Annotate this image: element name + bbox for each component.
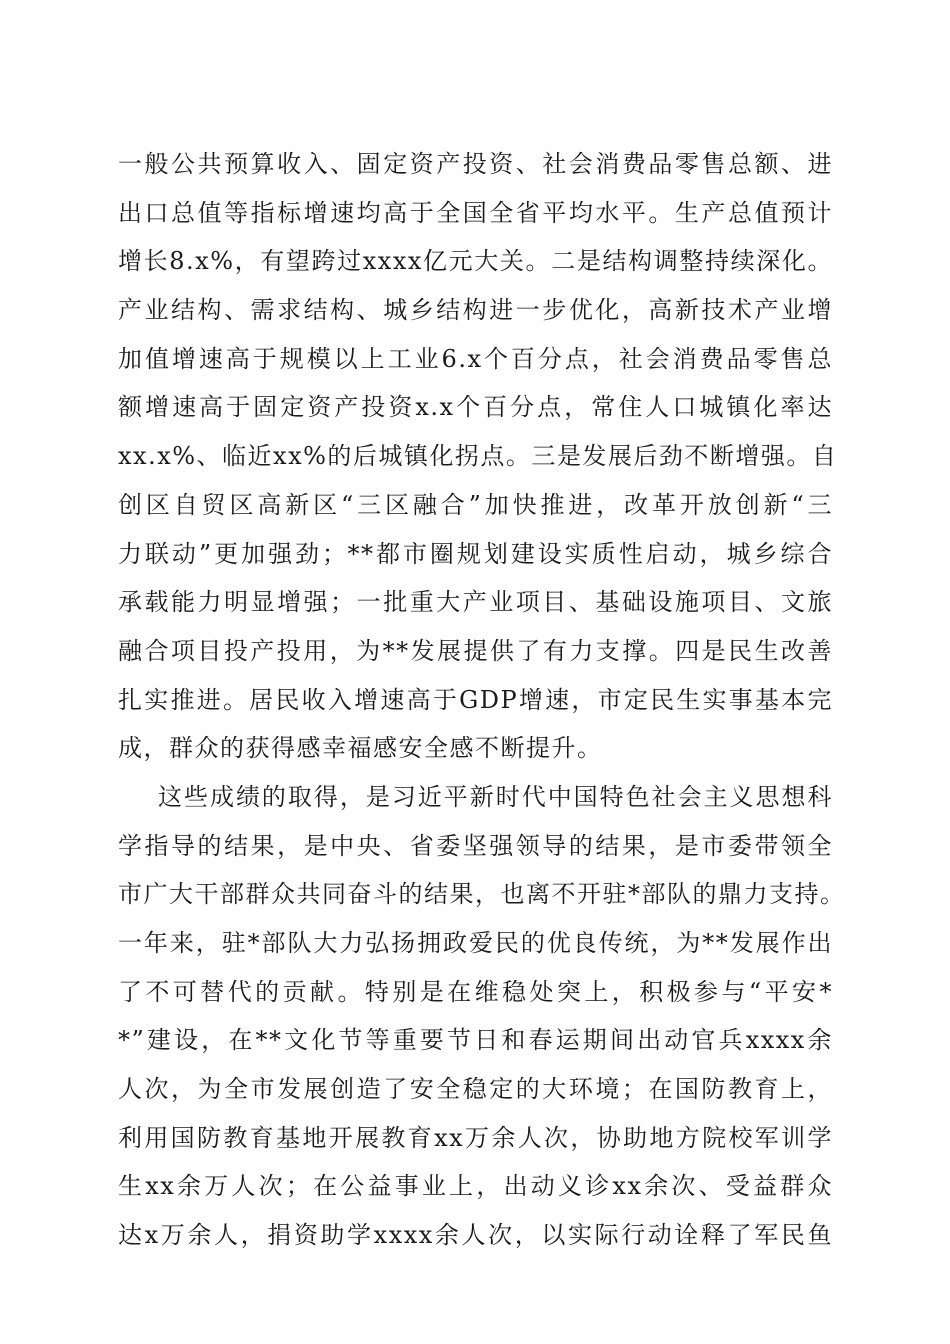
text-line: 利用国防教育基地开展教育xx万余人次，协助地方院校军训学 xyxy=(118,1123,833,1152)
text-line: xx.x%、临近xx%的后城镇化拐点。三是发展后劲不断增强。自 xyxy=(118,442,838,471)
document-body xyxy=(118,140,846,1260)
text-line: 成，群众的获得感幸福感安全感不断提升。 xyxy=(118,734,603,763)
text-line: 一般公共预算收入、固定资产投资、社会消费品零售总额、进 xyxy=(118,150,833,178)
text-line: 出口总值等指标增速均高于全国全省平均水平。生产总值预计 xyxy=(118,198,833,227)
text-line: 承载能力明显增强；一批重大产业项目、基础设施项目、文旅 xyxy=(118,588,833,617)
text-line: 额增速高于固定资产投资x.x个百分点，常住人口城镇化率达 xyxy=(118,393,833,422)
text-line: 这些成绩的取得，是习近平新时代中国特色社会主义思想科 xyxy=(158,782,833,811)
text-line: 生xx余万人次；在公益事业上，出动义诊xx余次、受益群众 xyxy=(118,1172,833,1201)
text-line: 产业结构、需求结构、城乡结构进一步优化，高新技术产业增 xyxy=(118,296,833,325)
text-line: 创区自贸区高新区“三区融合”加快推进，改革开放创新“三 xyxy=(118,490,833,519)
paragraph-1 xyxy=(118,140,838,773)
text-line: 了不可替代的贡献。特别是在维稳处突上，积极参与“平安* xyxy=(118,977,833,1006)
text-line: 加值增速高于规模以上工业6.x个百分点，社会消费品零售总 xyxy=(118,344,833,373)
text-line: 力联动”更加强劲；**都市圈规划建设实质性启动，城乡综合 xyxy=(118,539,833,568)
text-line: 市广大干部群众共同奋斗的结果，也离不开驻*部队的鼎力支持。 xyxy=(118,880,846,909)
paragraph-2 xyxy=(118,773,846,1260)
text-line: 增长8.x%，有望跨过xxxx亿元大关。二是结构调整持续深化。 xyxy=(118,247,833,276)
text-line: 达x万余人，捐资助学xxxx余人次，以实际行动诠释了军民鱼 xyxy=(118,1221,833,1250)
text-line: 学指导的结果，是中央、省委坚强领导的结果，是市委带领全 xyxy=(118,831,833,860)
text-line: 融合项目投产投用，为**发展提供了有力支撑。四是民生改善 xyxy=(118,636,833,665)
text-line: 一年来，驻*部队大力弘扬拥政爱民的优良传统，为**发展作出 xyxy=(118,929,833,957)
text-line: 人次，为全市发展创造了安全稳定的大环境；在国防教育上， xyxy=(118,1075,833,1104)
text-line: 扎实推进。居民收入增速高于GDP增速，市定民生实事基本完 xyxy=(118,685,833,714)
text-line: *”建设，在**文化节等重要节日和春运期间出动官兵xxxx余 xyxy=(118,1026,833,1055)
